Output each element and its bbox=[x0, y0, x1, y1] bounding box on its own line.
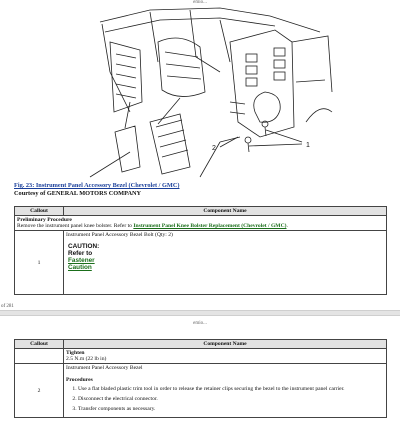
instrument-panel-illustration bbox=[70, 2, 340, 178]
procedure-step: 1. Use a flat bladed plastic trim tool in order to release the retainer clips securing the bezel to the instrument panel carrier. bbox=[78, 386, 384, 392]
row-component-2 bbox=[64, 364, 387, 418]
bezel-label: Instrument Panel Accessory Bezel bbox=[66, 365, 143, 371]
caution-block bbox=[68, 243, 384, 271]
column-header-callout: Callout bbox=[15, 340, 64, 349]
tighten-label: Tighten bbox=[66, 350, 85, 356]
procedure-step: 2. Disconnect the electrical connector. bbox=[78, 396, 384, 402]
preliminary-heading: Preliminary Procedure bbox=[17, 217, 72, 223]
page-header: emio... bbox=[193, 321, 207, 326]
column-header-callout: Callout bbox=[15, 207, 64, 216]
knee-bolster-link[interactable]: Instrument Panel Knee Bolster Replacement (Chevrolet / GMC) bbox=[133, 223, 287, 229]
tighten-cell bbox=[64, 349, 387, 364]
component-table-2 bbox=[14, 339, 387, 418]
procedures-label: Procedures bbox=[66, 377, 93, 383]
tighten-value: 2.5 N.m (22 lb in) bbox=[66, 356, 107, 362]
procedure-steps bbox=[66, 386, 384, 412]
bezel-bolt-label: Instrument Panel Accessory Bezel Bolt (Qty: 2) bbox=[66, 232, 173, 238]
row-component-1 bbox=[64, 231, 387, 295]
row-callout-2: 2 bbox=[15, 364, 64, 418]
figure-credit: Courtesy of GENERAL MOTORS COMPANY bbox=[14, 190, 142, 197]
preliminary-end: . bbox=[286, 223, 288, 229]
page-header: emio... bbox=[193, 0, 207, 5]
row-callout-empty bbox=[15, 349, 64, 364]
column-header-component: Component Name bbox=[64, 207, 387, 216]
fastener-link[interactable]: Fastener bbox=[68, 257, 95, 264]
component-table-1 bbox=[14, 206, 387, 295]
page-number: of 281 bbox=[1, 304, 14, 309]
row-callout-1: 1 bbox=[15, 231, 64, 295]
column-header-component: Component Name bbox=[64, 340, 387, 349]
procedure-step: 3. Transfer components as necessary. bbox=[78, 406, 384, 412]
preliminary-procedure-cell bbox=[15, 216, 387, 231]
caution-link[interactable]: Caution bbox=[68, 264, 92, 271]
caution-title: CAUTION: bbox=[68, 243, 100, 250]
preliminary-text: Remove the instrument panel knee bolster. Refer to bbox=[17, 223, 132, 229]
figure-title[interactable]: Fig. 23: Instrument Panel Accessory Bezel (Chevrolet / GMC) bbox=[14, 182, 180, 189]
figure-callout-1: 1 bbox=[306, 142, 310, 149]
caution-refer: Refer to bbox=[68, 250, 93, 257]
figure-callout-2: 2 bbox=[212, 145, 216, 152]
